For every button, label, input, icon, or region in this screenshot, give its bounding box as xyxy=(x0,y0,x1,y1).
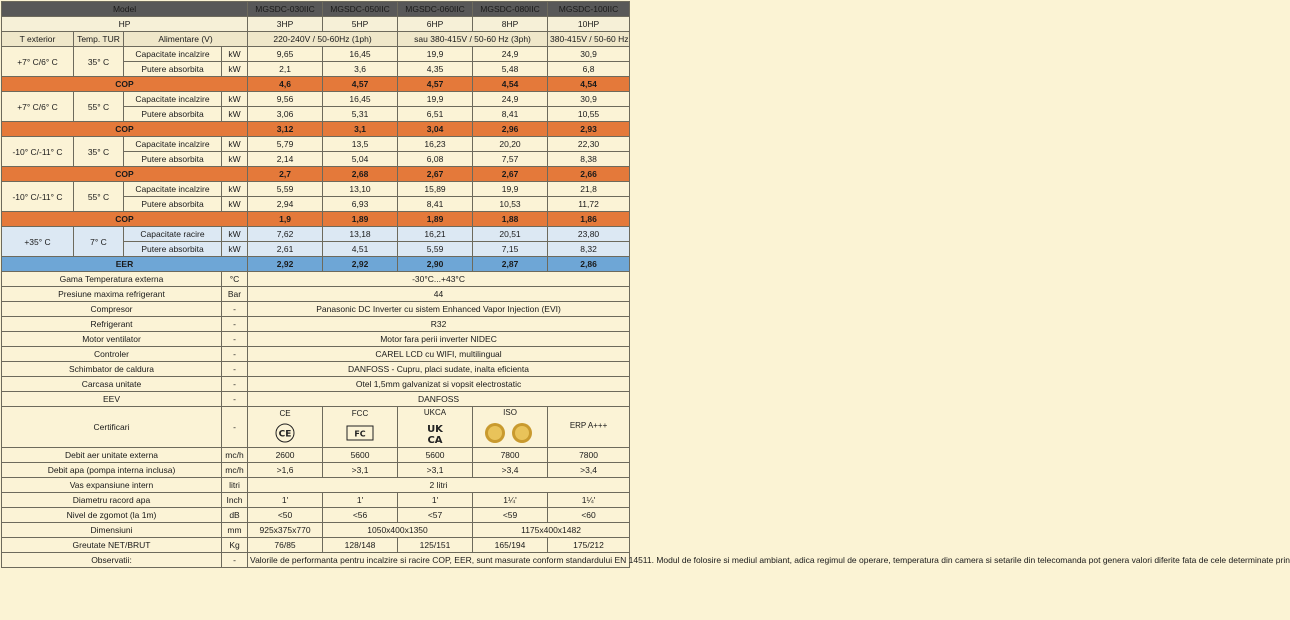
general-unit: °C xyxy=(222,272,248,287)
value-cell: 19,9 xyxy=(473,182,548,197)
spec-value: 1' xyxy=(398,493,473,508)
value-cell: 8,38 xyxy=(548,152,630,167)
cop-label: COP xyxy=(2,167,248,182)
model-name: MGSDC-080IIC xyxy=(473,2,548,17)
hp-value: 3HP xyxy=(248,17,323,32)
value-cell: 2,94 xyxy=(248,197,323,212)
general-name: Compresor xyxy=(2,302,222,317)
certificate-name: ISO xyxy=(503,408,517,417)
spec-merged-value: 2 litri xyxy=(248,478,630,493)
outdoor-temp: +7° C/6° C xyxy=(2,47,74,77)
parameter-label: Capacitate incalzire xyxy=(124,92,222,107)
certificate-cell xyxy=(473,407,548,448)
parameter-label: Putere absorbita xyxy=(124,197,222,212)
cop-value: 2,67 xyxy=(398,167,473,182)
certificate-cell xyxy=(323,407,398,448)
spec-name: Dimensiuni xyxy=(2,523,222,538)
value-cell: 13,10 xyxy=(323,182,398,197)
ce-logo-icon xyxy=(272,423,298,446)
cop-value: 1,89 xyxy=(323,212,398,227)
general-value: CAREL LCD cu WIFI, multilingual xyxy=(248,347,630,362)
general-row xyxy=(2,332,630,347)
general-unit: - xyxy=(222,377,248,392)
value-cell: 3,6 xyxy=(323,62,398,77)
cop-value: 2,93 xyxy=(548,122,630,137)
heating-row xyxy=(2,47,630,62)
parameter-label: Putere absorbita xyxy=(124,152,222,167)
spec-table xyxy=(1,1,1290,568)
cop-value: 1,88 xyxy=(473,212,548,227)
general-unit: - xyxy=(222,392,248,407)
spec-value: <56 xyxy=(323,508,398,523)
value-cell: 5,31 xyxy=(323,107,398,122)
spec-dim-value: 1175x400x1482 xyxy=(473,523,630,538)
eer-label: EER xyxy=(2,257,248,272)
value-cell: 24,9 xyxy=(473,92,548,107)
value-cell: 6,8 xyxy=(548,62,630,77)
general-unit: Bar xyxy=(222,287,248,302)
spec-value: 1¼' xyxy=(473,493,548,508)
spec-unit: Kg xyxy=(222,538,248,553)
general-name: EEV xyxy=(2,392,222,407)
unit-label: kW xyxy=(222,152,248,167)
spec-unit: mc/h xyxy=(222,463,248,478)
spec-value: 76/85 xyxy=(248,538,323,553)
value-cell: 23,80 xyxy=(548,227,630,242)
spec-name: Debit aer unitate externa xyxy=(2,448,222,463)
parameter-label: Putere absorbita xyxy=(124,242,222,257)
cop-value: 2,68 xyxy=(323,167,398,182)
value-cell: 2,14 xyxy=(248,152,323,167)
general-name: Controler xyxy=(2,347,222,362)
spec-value: 165/194 xyxy=(473,538,548,553)
general-unit: - xyxy=(222,347,248,362)
eer-value: 2,86 xyxy=(548,257,630,272)
value-cell: 5,59 xyxy=(248,182,323,197)
observations-row xyxy=(2,553,630,568)
value-cell: 5,79 xyxy=(248,137,323,152)
value-cell: 9,65 xyxy=(248,47,323,62)
general-value: DANFOSS xyxy=(248,392,630,407)
spec-value: >1,6 xyxy=(248,463,323,478)
spec-row xyxy=(2,523,630,538)
supply-single: 220-240V / 50-60Hz (1ph) xyxy=(248,32,398,47)
spec-value: 7800 xyxy=(548,448,630,463)
value-cell: 16,23 xyxy=(398,137,473,152)
spec-value: <50 xyxy=(248,508,323,523)
cop-label: COP xyxy=(2,212,248,227)
eer-value: 2,90 xyxy=(398,257,473,272)
outdoor-temp: -10° C/-11° C xyxy=(2,182,74,212)
t-exterior-label: T exterior xyxy=(2,32,74,47)
value-cell: 4,35 xyxy=(398,62,473,77)
general-value: Panasonic DC Inverter cu sistem Enhanced Vapor Injection (EVI) xyxy=(248,302,630,317)
heating-row xyxy=(2,137,630,152)
spec-value: 5600 xyxy=(398,448,473,463)
value-cell: 2,61 xyxy=(248,242,323,257)
spec-row xyxy=(2,448,630,463)
unit-label: kW xyxy=(222,62,248,77)
outdoor-temp: +7° C/6° C xyxy=(2,92,74,122)
spec-row xyxy=(2,508,630,523)
flow-temp: 35° C xyxy=(74,47,124,77)
model-name: MGSDC-030IIC xyxy=(248,2,323,17)
unit-label: kW xyxy=(222,47,248,62)
general-row xyxy=(2,272,630,287)
model-name: MGSDC-060IIC xyxy=(398,2,473,17)
value-cell: 4,51 xyxy=(323,242,398,257)
unit-label: kW xyxy=(222,92,248,107)
header-model-row xyxy=(2,2,630,17)
general-row xyxy=(2,287,630,302)
cop-value: 3,1 xyxy=(323,122,398,137)
outdoor-temp: +35° C xyxy=(2,227,74,257)
spec-name: Diametru racord apa xyxy=(2,493,222,508)
value-cell: 13,18 xyxy=(323,227,398,242)
value-cell: 7,62 xyxy=(248,227,323,242)
spec-unit: litri xyxy=(222,478,248,493)
observations-unit: - xyxy=(222,553,248,568)
certificate-name: CE xyxy=(279,409,291,418)
spec-value: >3,4 xyxy=(548,463,630,478)
value-cell: 30,9 xyxy=(548,92,630,107)
value-cell: 8,41 xyxy=(473,107,548,122)
cop-value: 2,7 xyxy=(248,167,323,182)
general-name: Gama Temperatura externa xyxy=(2,272,222,287)
heating-row xyxy=(2,92,630,107)
cop-value: 2,96 xyxy=(473,122,548,137)
unit-label: kW xyxy=(222,242,248,257)
eer-value: 2,87 xyxy=(473,257,548,272)
value-cell: 20,51 xyxy=(473,227,548,242)
spec-unit: Inch xyxy=(222,493,248,508)
unit-label: kW xyxy=(222,227,248,242)
value-cell: 19,9 xyxy=(398,92,473,107)
spec-dim-value: 1050x400x1350 xyxy=(323,523,473,538)
general-row xyxy=(2,302,630,317)
spec-dim-value: 925x375x770 xyxy=(248,523,323,538)
cop-row xyxy=(2,167,630,182)
cop-label: COP xyxy=(2,77,248,92)
spec-name: Debit apa (pompa interna inclusa) xyxy=(2,463,222,478)
model-label: Model xyxy=(2,2,248,17)
general-row xyxy=(2,392,630,407)
certificates-label: Certificari xyxy=(2,407,222,448)
observations-text: Valorile de performanta pentru incalzire si racire COP, EER, sunt masurate conform standardului EN 14511. Modul de folosire si mediul ambiant, adica regimul de operare, temperatura din camera si setarile din telecomanda pot genera valori diferite fata de cele determinate prin xyxy=(248,553,630,568)
cop-value: 4,54 xyxy=(548,77,630,92)
ukca-logo-icon xyxy=(422,422,448,447)
general-name: Refrigerant xyxy=(2,317,222,332)
spec-value: 5600 xyxy=(323,448,398,463)
parameter-label: Capacitate incalzire xyxy=(124,182,222,197)
unit-label: kW xyxy=(222,197,248,212)
general-value: Motor fara perii inverter NIDEC xyxy=(248,332,630,347)
certificate-cell xyxy=(398,407,473,448)
fcc-logo-icon xyxy=(345,423,375,446)
value-cell: 15,89 xyxy=(398,182,473,197)
value-cell: 7,15 xyxy=(473,242,548,257)
flow-temp: 7° C xyxy=(74,227,124,257)
spec-value: 7800 xyxy=(473,448,548,463)
cop-value: 4,6 xyxy=(248,77,323,92)
svg-text:CE: CE xyxy=(278,429,292,440)
value-cell: 24,9 xyxy=(473,47,548,62)
parameter-label: Capacitate racire xyxy=(124,227,222,242)
certificates-unit: - xyxy=(222,407,248,448)
spec-value: <57 xyxy=(398,508,473,523)
value-cell: 6,51 xyxy=(398,107,473,122)
heating-row xyxy=(2,182,630,197)
general-value: DANFOSS - Cupru, placi sudate, inalta eficienta xyxy=(248,362,630,377)
general-row xyxy=(2,317,630,332)
general-row xyxy=(2,347,630,362)
outdoor-temp: -10° C/-11° C xyxy=(2,137,74,167)
parameter-label: Capacitate incalzire xyxy=(124,47,222,62)
cop-value: 1,86 xyxy=(548,212,630,227)
model-name: MGSDC-050IIC xyxy=(323,2,398,17)
value-cell: 6,93 xyxy=(323,197,398,212)
spec-row xyxy=(2,463,630,478)
value-cell: 22,30 xyxy=(548,137,630,152)
hp-value: 8HP xyxy=(473,17,548,32)
general-name: Schimbator de caldura xyxy=(2,362,222,377)
unit-label: kW xyxy=(222,137,248,152)
svg-text:CA: CA xyxy=(427,435,443,446)
header-hp-row xyxy=(2,17,630,32)
value-cell: 11,72 xyxy=(548,197,630,212)
value-cell: 16,45 xyxy=(323,47,398,62)
value-cell: 16,21 xyxy=(398,227,473,242)
value-cell: 19,9 xyxy=(398,47,473,62)
general-value: R32 xyxy=(248,317,630,332)
cop-value: 4,57 xyxy=(323,77,398,92)
certificate-name: FCC xyxy=(351,409,369,418)
general-row xyxy=(2,377,630,392)
spec-row xyxy=(2,478,630,493)
unit-label: kW xyxy=(222,182,248,197)
spec-value: 128/148 xyxy=(323,538,398,553)
certificate-name: UKCA xyxy=(423,408,447,417)
supply-last: 380-415V / 50-60 Hz xyxy=(548,32,630,47)
general-name: Presiune maxima refrigerant xyxy=(2,287,222,302)
svg-text:UK: UK xyxy=(427,424,443,435)
value-cell: 2,1 xyxy=(248,62,323,77)
cop-value: 3,04 xyxy=(398,122,473,137)
spec-value: >3,4 xyxy=(473,463,548,478)
general-unit: - xyxy=(222,332,248,347)
value-cell: 8,32 xyxy=(548,242,630,257)
value-cell: 13,5 xyxy=(323,137,398,152)
spec-value: 1¼' xyxy=(548,493,630,508)
value-cell: 5,48 xyxy=(473,62,548,77)
spec-row xyxy=(2,493,630,508)
flow-temp: 55° C xyxy=(74,92,124,122)
value-cell: 21,8 xyxy=(548,182,630,197)
unit-label: kW xyxy=(222,107,248,122)
spec-name: Vas expansiune intern xyxy=(2,478,222,493)
certificates-row xyxy=(2,407,630,448)
spec-value: 2600 xyxy=(248,448,323,463)
cop-row xyxy=(2,77,630,92)
cop-row xyxy=(2,122,630,137)
general-value: -30°C...+43°C xyxy=(248,272,630,287)
certificate-cell xyxy=(548,407,630,448)
hp-label: HP xyxy=(2,17,248,32)
spec-value: >3,1 xyxy=(323,463,398,478)
spec-name: Nivel de zgomot (la 1m) xyxy=(2,508,222,523)
value-cell: 7,57 xyxy=(473,152,548,167)
hp-value: 10HP xyxy=(548,17,630,32)
general-unit: - xyxy=(222,362,248,377)
general-unit: - xyxy=(222,317,248,332)
general-unit: - xyxy=(222,302,248,317)
cop-value: 2,67 xyxy=(473,167,548,182)
cooling-row xyxy=(2,227,630,242)
header-supply-row xyxy=(2,32,630,47)
certificate-name: ERP A+++ xyxy=(569,420,608,430)
parameter-label: Putere absorbita xyxy=(124,107,222,122)
spec-value: 1' xyxy=(323,493,398,508)
parameter-label: Capacitate incalzire xyxy=(124,137,222,152)
observations-label: Observatii: xyxy=(2,553,222,568)
spec-unit: mc/h xyxy=(222,448,248,463)
spec-value: >3,1 xyxy=(398,463,473,478)
model-name: MGSDC-100IIC xyxy=(548,2,630,17)
hp-value: 5HP xyxy=(323,17,398,32)
value-cell: 30,9 xyxy=(548,47,630,62)
general-value: Otel 1,5mm galvanizat si vopsit electrostatic xyxy=(248,377,630,392)
cop-row xyxy=(2,212,630,227)
general-row xyxy=(2,362,630,377)
flow-temp: 35° C xyxy=(74,137,124,167)
spec-row xyxy=(2,538,630,553)
alimentare-label: Alimentare (V) xyxy=(124,32,248,47)
value-cell: 3,06 xyxy=(248,107,323,122)
general-name: Motor ventilator xyxy=(2,332,222,347)
cop-value: 1,89 xyxy=(398,212,473,227)
cop-value: 3,12 xyxy=(248,122,323,137)
eer-value: 2,92 xyxy=(248,257,323,272)
spec-unit: mm xyxy=(222,523,248,538)
spec-unit: dB xyxy=(222,508,248,523)
spec-value: <60 xyxy=(548,508,630,523)
value-cell: 9,56 xyxy=(248,92,323,107)
iso-logo-icon xyxy=(482,422,538,447)
general-name: Carcasa unitate xyxy=(2,377,222,392)
spec-name: Greutate NET/BRUT xyxy=(2,538,222,553)
temp-tur-label: Temp. TUR xyxy=(74,32,124,47)
supply-combined: sau 380-415V / 50-60 Hz (3ph) xyxy=(398,32,548,47)
general-value: 44 xyxy=(248,287,630,302)
certificate-cell xyxy=(248,407,323,448)
value-cell: 10,55 xyxy=(548,107,630,122)
cop-value: 2,66 xyxy=(548,167,630,182)
svg-text:FC: FC xyxy=(354,429,366,439)
spec-value: 125/151 xyxy=(398,538,473,553)
flow-temp: 55° C xyxy=(74,182,124,212)
value-cell: 5,59 xyxy=(398,242,473,257)
eer-row xyxy=(2,257,630,272)
value-cell: 20,20 xyxy=(473,137,548,152)
spec-value: <59 xyxy=(473,508,548,523)
spec-value: 1' xyxy=(248,493,323,508)
spec-value: 175/212 xyxy=(548,538,630,553)
value-cell: 10,53 xyxy=(473,197,548,212)
parameter-label: Putere absorbita xyxy=(124,62,222,77)
cop-label: COP xyxy=(2,122,248,137)
cop-value: 4,54 xyxy=(473,77,548,92)
value-cell: 8,41 xyxy=(398,197,473,212)
cop-value: 4,57 xyxy=(398,77,473,92)
cop-value: 1,9 xyxy=(248,212,323,227)
hp-value: 6HP xyxy=(398,17,473,32)
value-cell: 6,08 xyxy=(398,152,473,167)
value-cell: 16,45 xyxy=(323,92,398,107)
eer-value: 2,92 xyxy=(323,257,398,272)
value-cell: 5,04 xyxy=(323,152,398,167)
